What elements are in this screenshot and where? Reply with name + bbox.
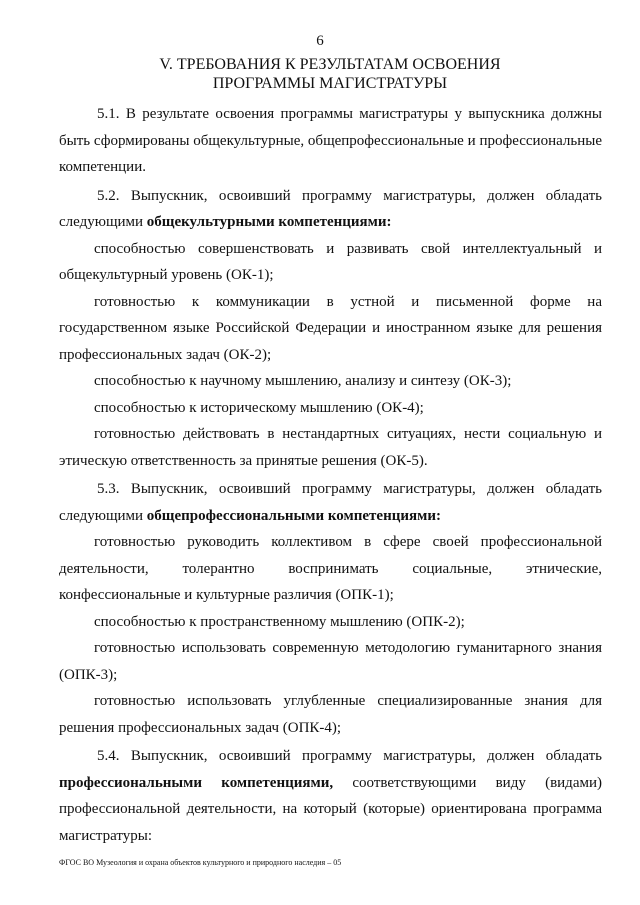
page-number: 6 (316, 33, 324, 49)
paragraph-5-3-bold: общепрофессиональными компетенциями: (146, 507, 441, 524)
paragraph-5-4 (59, 743, 602, 849)
section-heading-line-1: V. ТРЕБОВАНИЯ К РЕЗУЛЬТАТАМ ОСВОЕНИЯ (159, 56, 501, 73)
paragraph-5-3-intro: 5.3. Выпускник, освоивший программу магистратуры, должен обладать следующими (59, 481, 602, 524)
list-item-ok-3: способностью к научному мышлению, анализу и синтезу (ОК-3); (94, 373, 512, 389)
paragraph-5-3 (59, 476, 602, 529)
section-heading-line-2: ПРОГРАММЫ МАГИСТРАТУРЫ (212, 75, 448, 92)
list-item-opk-1: готовностью руководить коллективом в сфере своей профессиональной деятельности, толерантно воспринимать социальные, этнические, конфессиональные и культурные различия (ОПК-1); (59, 534, 602, 603)
list-item-opk-2: способностью к пространственному мышлению (ОПК-2); (94, 613, 465, 630)
list-item-ok-5: готовностью действовать в нестандартных ситуациях, нести социальную и этическую ответственность за принятые решения (ОК-5). (59, 426, 602, 469)
list-item-ok-4: способностью к историческому мышлению (ОК-4); (94, 399, 424, 416)
paragraph-5-4-bold: профессиональными компетенциями, (59, 774, 334, 791)
paragraph-5-4-intro: 5.4. Выпускник, освоивший программу магистратуры, должен обладать (97, 748, 602, 764)
list-item-opk-3: готовностью использовать современную методологию гуманитарного знания (ОПК-3); (59, 640, 602, 683)
paragraph-5-2-bold: общекультурными компетенциями: (146, 214, 392, 230)
document-body (59, 101, 602, 849)
paragraph-5-1: 5.1. В результате освоения программы магистратуры у выпускника должны быть сформированы общекультурные, общепрофессиональные и профессиональные компетенции. (59, 106, 602, 175)
list-item-ok-2: готовностью к коммуникации в устной и письменной форме на государственном языке Российской Федерации и иностранном языке для решения профессиональных задач (ОК-2); (59, 293, 602, 363)
section-heading (60, 55, 600, 93)
paragraph-5-4-rest: соответствующими виду (видами) профессиональной деятельности, на который (которые) ориентирована программа магистратуры: (59, 774, 602, 844)
list-item-ok-1: способностью совершенствовать и развивать свой интеллектуальный и общекультурный уровень (ОК-1); (59, 240, 602, 283)
list-item-opk-4: готовностью использовать углубленные специализированные знания для решения профессиональных задач (ОПК-4); (59, 693, 602, 736)
paragraph-5-2 (59, 183, 602, 236)
paragraph-5-2-intro: 5.2. Выпускник, освоивший программу магистратуры, должен обладать следующими (59, 187, 602, 230)
document-footer: ФГОС ВО Музеология и охрана объектов культурного и природного наследия – 05 (59, 858, 342, 867)
